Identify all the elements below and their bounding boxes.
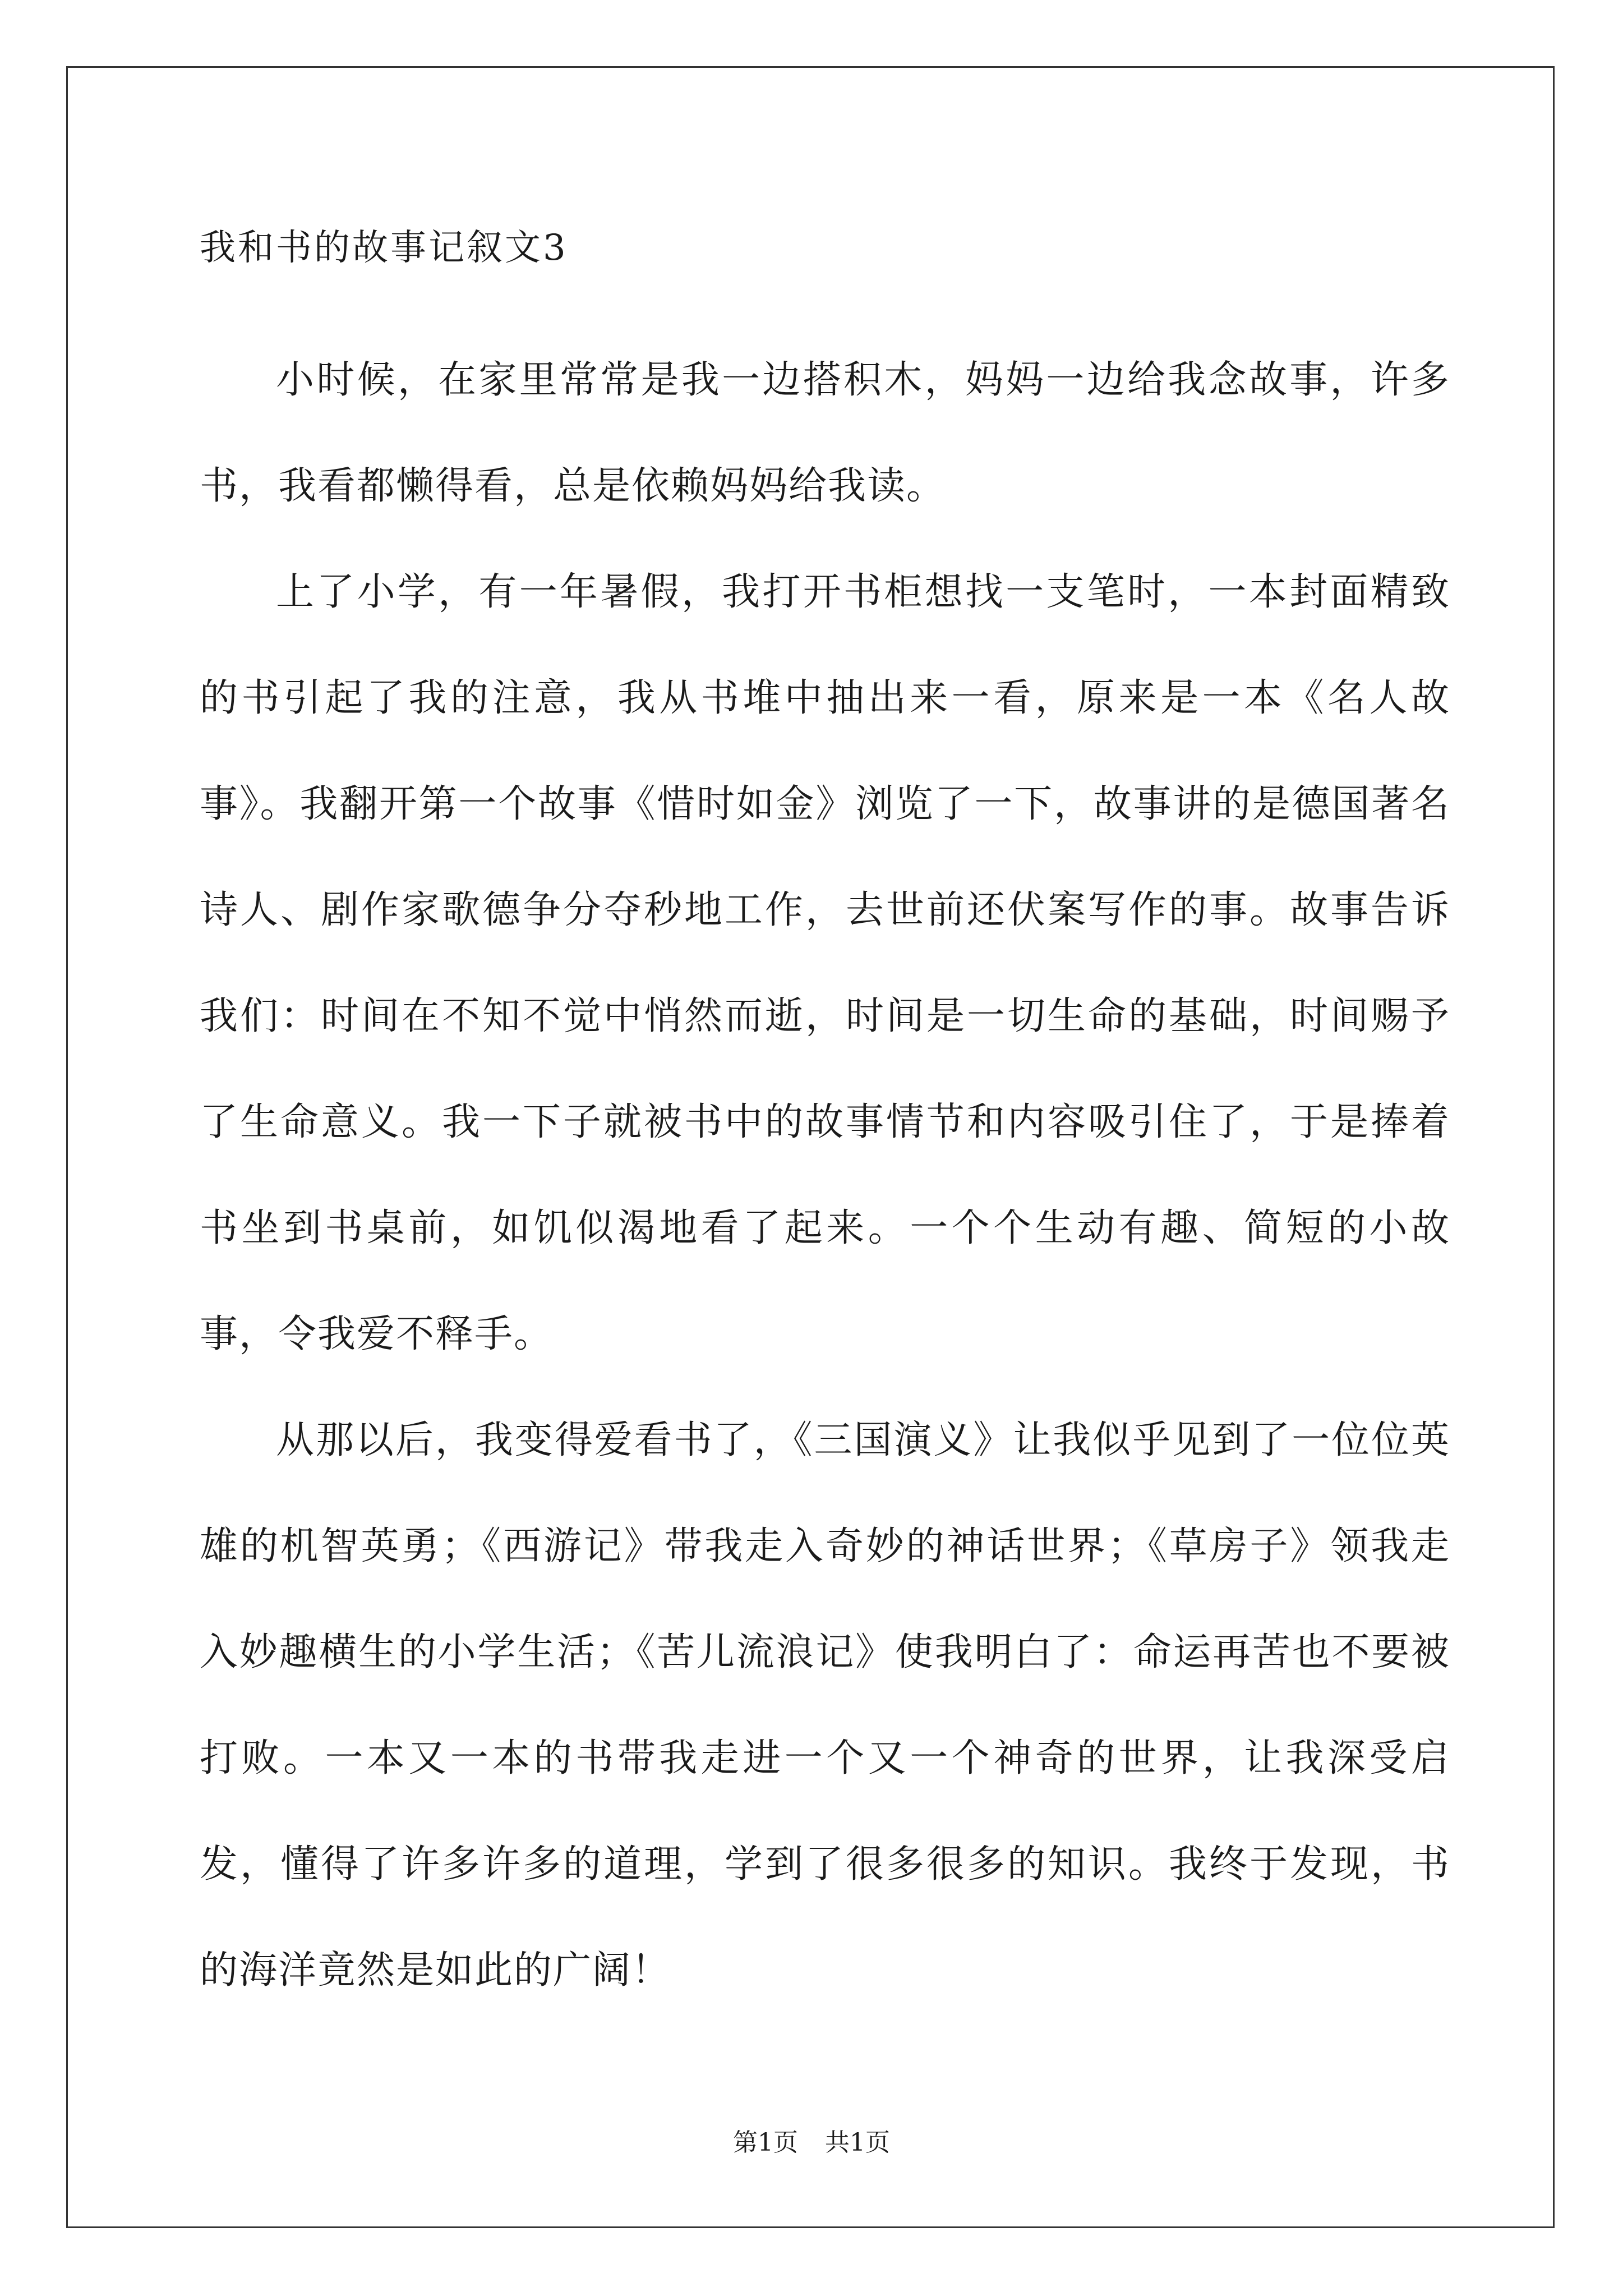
- document-title: 我和书的故事记叙文3: [200, 227, 568, 269]
- paragraph-1: 小时候，在家里常常是我一边搭积木，妈妈一边给我念故事，许多书，我看都懒得看，总是依赖妈妈给我读。: [200, 358, 1450, 508]
- paragraph-3: 从那以后，我变得爱看书了，《三国演义》让我似乎见到了一位位英雄的机智英勇；《西游记》带我走入奇妙的神话世界；《草房子》领我走入妙趣横生的小学生活；《苦儿流浪记》使我明白了：命运再苦也不要被打败。一本又一本的书带我走进一个又一个神奇的世界，让我深受启发，懂得了许多许多的道理，学到了很多很多的知识。我终于发现，书的海洋竟然是如此的广阔！: [200, 1418, 1450, 1993]
- page-total: 共1页: [825, 2128, 890, 2157]
- page-number: 第1页: [733, 2128, 798, 2157]
- page-footer: [0, 2126, 1623, 2160]
- document-body: [200, 219, 1450, 2023]
- paragraph-2: 上了小学，有一年暑假，我打开书柜想找一支笔时，一本封面精致的书引起了我的注意，我从书堆中抽出来一看，原来是一本《名人故事》。我翻开第一个故事《惜时如金》浏览了一下，故事讲的是德国著名诗人、剧作家歌德争分夺秒地工作，去世前还伏案写作的事。故事告诉我们：时间在不知不觉中悄然而逝，时间是一切生命的基础，时间赐予了生命意义。我一下子就被书中的故事情节和内容吸引住了，于是捧着书坐到书桌前，如饥似渴地看了起来。一个个生动有趣、简短的小故事，令我爱不释手。: [200, 570, 1450, 1356]
